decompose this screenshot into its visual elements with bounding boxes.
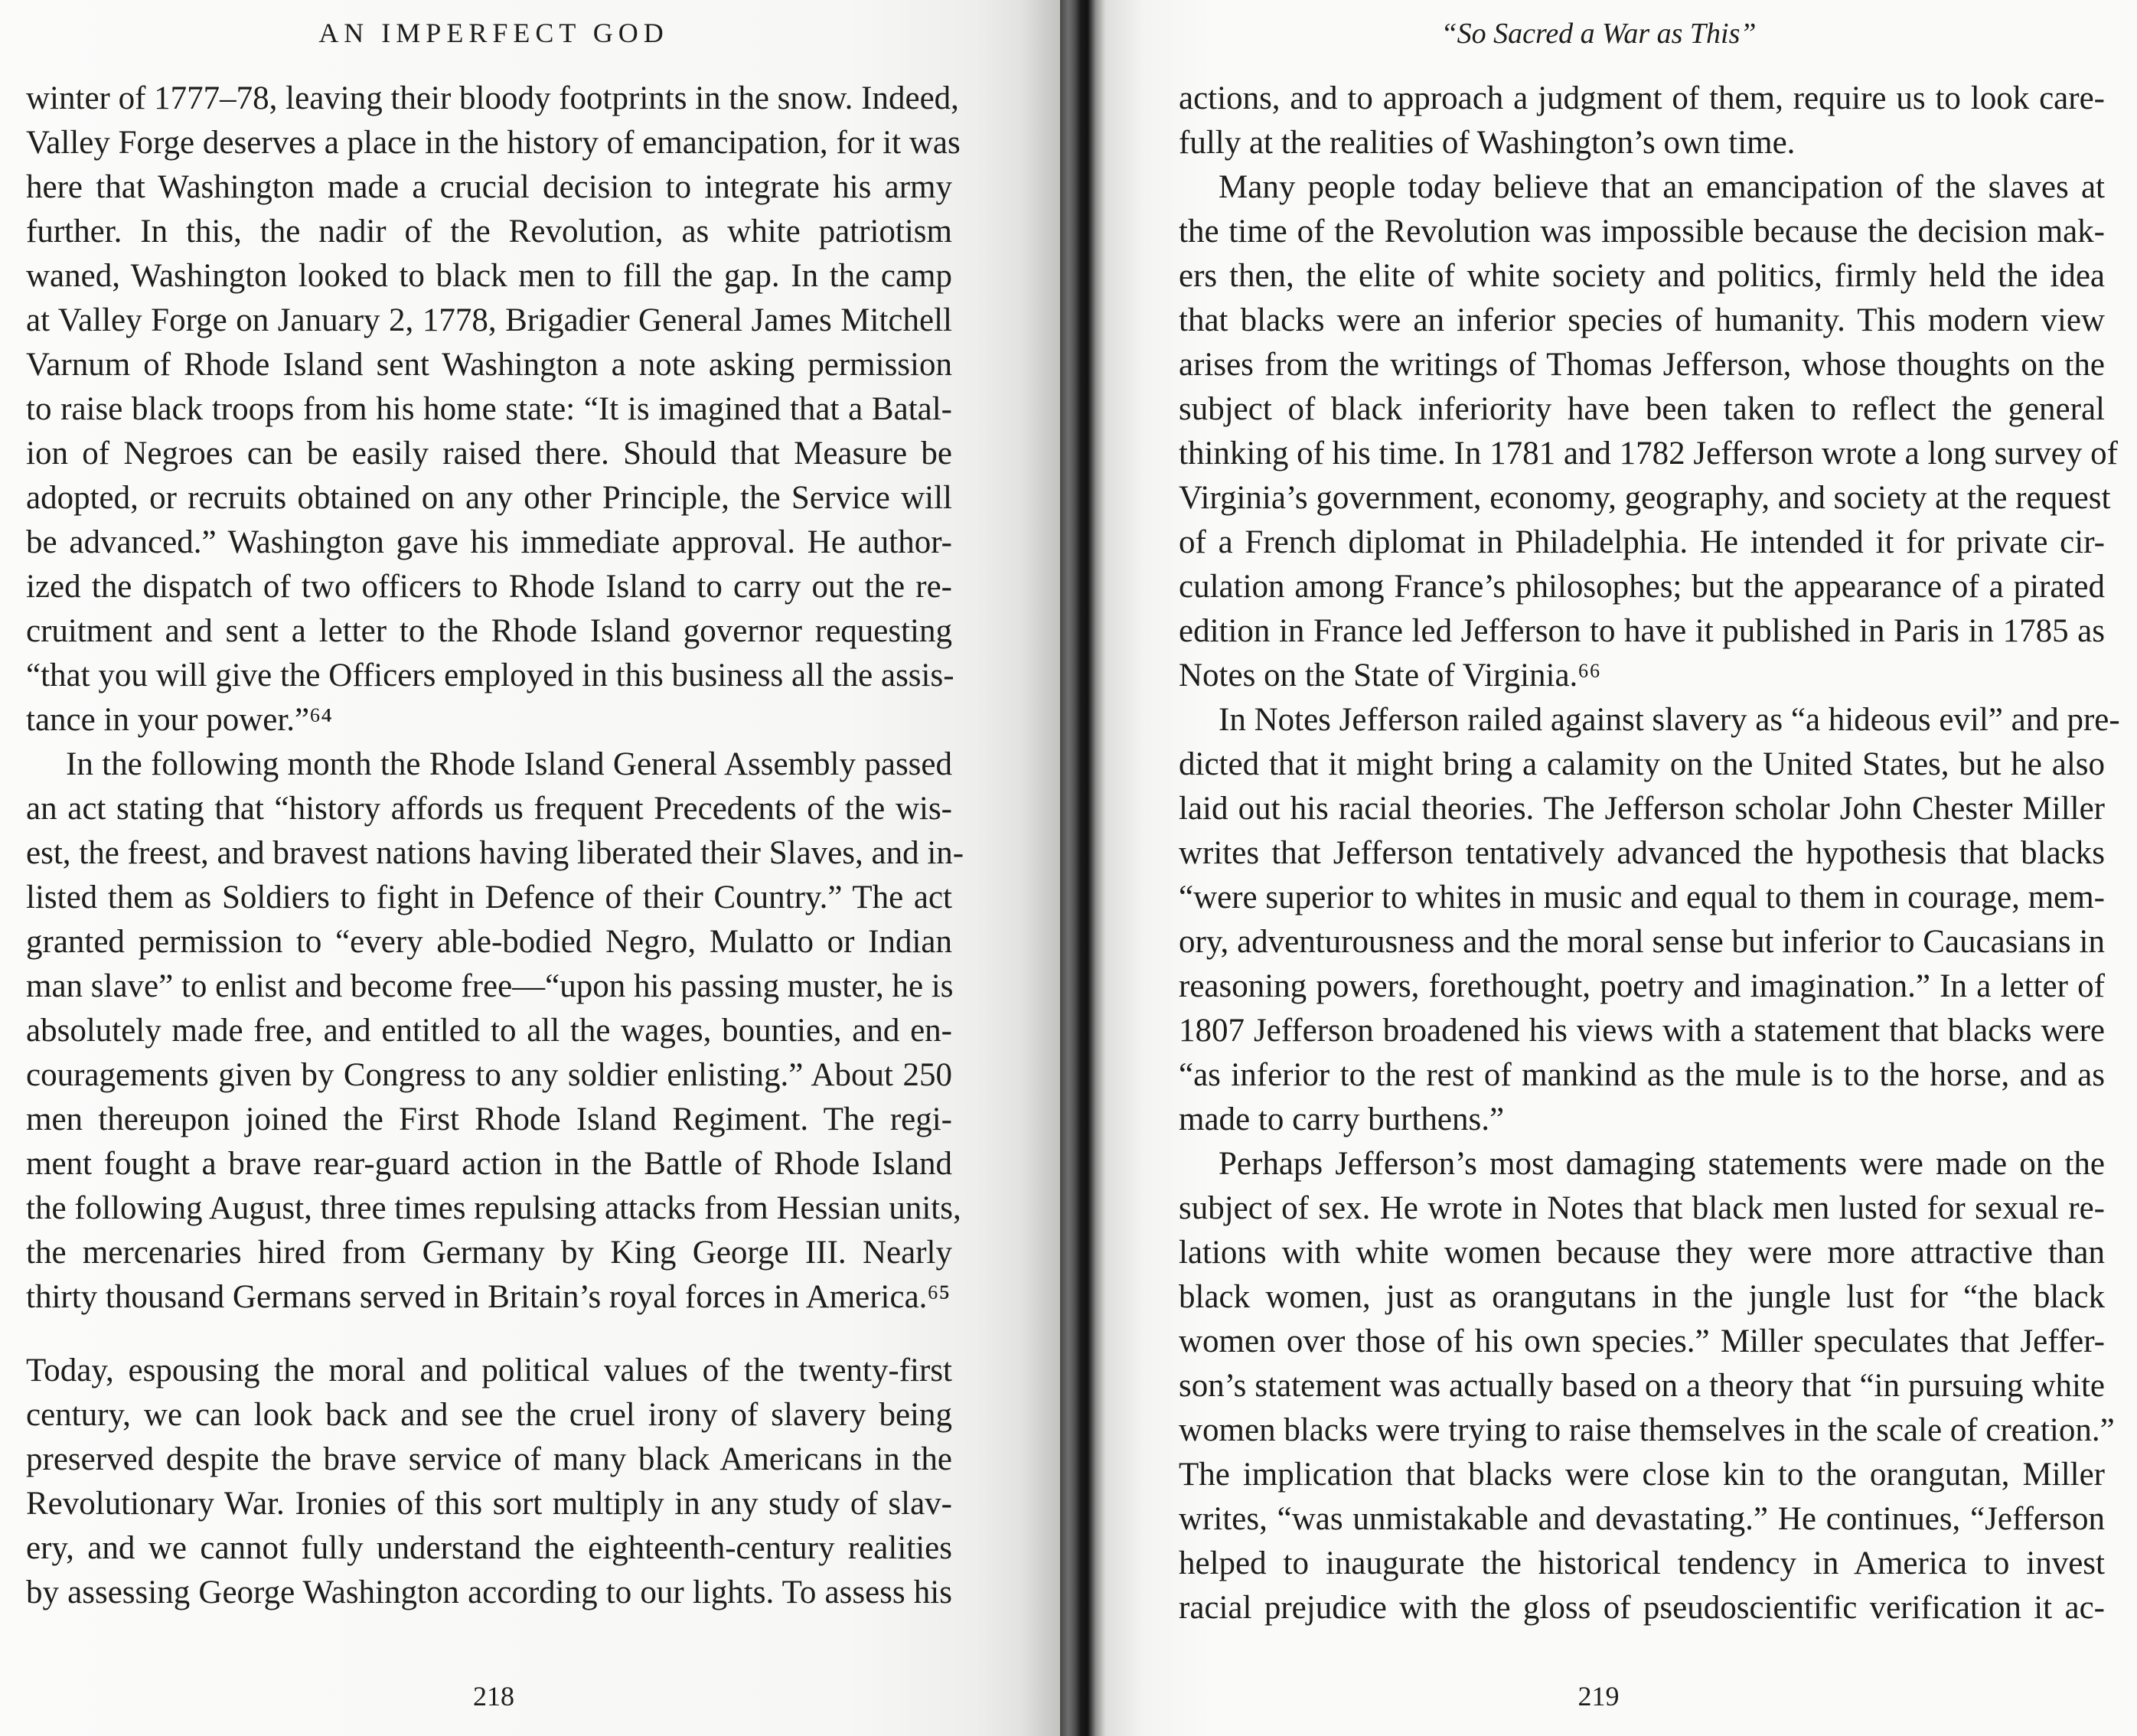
text-line: tance in your power.”⁶⁴ [26, 702, 333, 738]
text-line: the time of the Revolution was impossible because the decision mak- [1179, 214, 2105, 250]
text-line: ion of Negroes can be easily raised there. Should that Measure be [26, 436, 952, 472]
text-line: ery, and we cannot fully understand the eighteenth-century realities [26, 1530, 952, 1566]
left-page [0, 0, 1060, 1736]
text-line: be advanced.” Washington gave his immediate approval. He author- [26, 524, 952, 560]
page-number-left: 218 [473, 1681, 514, 1712]
section-break [26, 1320, 952, 1349]
text-line: cruitment and sent a letter to the Rhode Island governor requesting [26, 613, 952, 649]
text-line: men thereupon joined the First Rhode Island Regiment. The regi- [26, 1101, 952, 1137]
text-line: women over those of his own species.” Miller speculates that Jeffer- [1179, 1323, 2105, 1359]
text-line: winter of 1777–78, leaving their bloody footprints in the snow. Indeed, [26, 80, 959, 116]
text-line: couragements given by Congress to any soldier enlisting.” About 250 [26, 1057, 952, 1093]
book-gutter-shadow [1022, 0, 1106, 1736]
text-line: man slave” to enlist and become free—“upon his passing muster, he is [26, 968, 954, 1004]
text-line: culation among France’s philosophes; but the appearance of a pirated [1179, 569, 2105, 605]
text-line: Valley Forge deserves a place in the history of emancipation, for it was [26, 125, 961, 161]
text-line: preserved despite the brave service of many black Americans in the [26, 1441, 952, 1477]
text-line: the following August, three times repulsing attacks from Hessian units, [26, 1190, 961, 1226]
text-line: lations with white women because they were more attractive than [1179, 1235, 2105, 1271]
left-paragraphs-after-break [26, 1349, 952, 1615]
text-line: the mercenaries hired from Germany by King George III. Nearly [26, 1235, 952, 1271]
text-line: made to carry burthens.” [1179, 1101, 1505, 1137]
text-line: listed them as Soldiers to fight in Defence of their Country.” The act [26, 879, 952, 915]
text-line: reasoning powers, forethought, poetry and imagination.” In a letter of [1179, 968, 2105, 1004]
text-line: “that you will give the Officers employed in this business all the assis- [26, 658, 954, 693]
text-line: Revolutionary War. Ironies of this sort multiply in any study of slav- [26, 1486, 952, 1522]
text-line: here that Washington made a crucial decision to integrate his army [26, 169, 952, 205]
text-line: subject of black inferiority have been taken to reflect the general [1179, 391, 2105, 427]
text-line: granted permission to “every able-bodied Negro, Mulatto or Indian [26, 924, 952, 960]
text-line: writes, “was unmistakable and devastating.” He continues, “Jefferson [1179, 1501, 2105, 1537]
text-line: fully at the realities of Washington’s own time. [1179, 125, 1796, 161]
text-line: laid out his racial theories. The Jefferson scholar John Chester Miller [1179, 791, 2105, 827]
text-line: writes that Jefferson tentatively advanced the hypothesis that blacks [1179, 835, 2105, 871]
text-line: adopted, or recruits obtained on any other Principle, the Service will [26, 480, 952, 516]
running-head-left: AN IMPERFECT GOD [318, 18, 669, 48]
text-line: est, the freest, and bravest nations having liberated their Slaves, and in- [26, 835, 964, 871]
text-line: ized the dispatch of two officers to Rhode Island to carry out the re- [26, 569, 952, 605]
text-line: thirty thousand Germans served in Britain’s royal forces in America.⁶⁵ [26, 1279, 951, 1315]
text-line: racial prejudice with the gloss of pseudoscientific verification it ac- [1179, 1590, 2105, 1626]
text-line: by assessing George Washington according to our lights. To assess his [26, 1574, 952, 1610]
text-line: that blacks were an inferior species of humanity. This modern view [1179, 302, 2105, 338]
text-line: further. In this, the nadir of the Revolution, as white patriotism [26, 214, 952, 250]
text-line: helped to inaugurate the historical tendency in America to invest [1179, 1545, 2105, 1581]
text-line: Perhaps Jefferson’s most damaging statements were made on the [1219, 1146, 2105, 1182]
text-line: ory, adventurousness and the moral sense but inferior to Caucasians in [1179, 924, 2105, 960]
left-page-text [26, 77, 964, 1615]
text-line: In Notes Jefferson railed against slavery as “a hideous evil” and pre- [1219, 702, 2120, 738]
right-paragraphs [1179, 77, 2120, 1630]
running-head-right: “So Sacred a War as This” [1440, 18, 1757, 50]
text-line: Virginia’s government, economy, geography, and society at the request [1179, 480, 2111, 516]
text-line: at Valley Forge on January 2, 1778, Brigadier General James Mitchell [26, 302, 952, 338]
text-line: thinking of his time. In 1781 and 1782 Jefferson wrote a long survey of [1179, 436, 2118, 472]
text-line: an act stating that “history affords us frequent Precedents of the wis- [26, 791, 952, 827]
text-line: “were superior to whites in music and equal to them in courage, mem- [1179, 879, 2105, 915]
text-line: subject of sex. He wrote in Notes that black men lusted for sexual re- [1179, 1190, 2105, 1226]
text-line: black women, just as orangutans in the jungle lust for “the black [1179, 1279, 2105, 1315]
text-line: absolutely made free, and entitled to all the wages, bounties, and en- [26, 1013, 952, 1049]
text-line: Many people today believe that an emancipation of the slaves at [1219, 169, 2105, 205]
text-line: The implication that blacks were close kin to the orangutan, Miller [1179, 1457, 2105, 1493]
text-line: Notes on the State of Virginia.⁶⁶ [1179, 658, 1601, 693]
text-line: women blacks were trying to raise themselves in the scale of creation.” [1179, 1412, 2115, 1448]
right-page [1060, 0, 2137, 1736]
text-line: son’s statement was actually based on a theory that “in pursuing white [1179, 1368, 2105, 1404]
text-line: 1807 Jefferson broadened his views with a statement that blacks were [1179, 1013, 2105, 1049]
text-line: actions, and to approach a judgment of them, require us to look care- [1179, 80, 2105, 116]
text-line: of a French diplomat in Philadelphia. He intended it for private cir- [1179, 524, 2105, 560]
page-number-right: 219 [1577, 1681, 1620, 1712]
left-paragraphs [26, 77, 964, 1320]
text-line: edition in France led Jefferson to have it published in Paris in 1785 as [1179, 613, 2105, 649]
text-line: waned, Washington looked to black men to fill the gap. In the camp [26, 258, 952, 294]
text-line: Varnum of Rhode Island sent Washington a note asking permission [26, 347, 952, 383]
text-line: to raise black troops from his home state: “It is imagined that a Batal- [26, 391, 952, 427]
text-line: “as inferior to the rest of mankind as the mule is to the horse, and as [1179, 1057, 2105, 1093]
text-line: ment fought a brave rear-guard action in the Battle of Rhode Island [26, 1146, 952, 1182]
right-page-text [1179, 77, 2120, 1630]
text-line: dicted that it might bring a calamity on the United States, but he also [1179, 746, 2105, 782]
text-line: arises from the writings of Thomas Jefferson, whose thoughts on the [1179, 347, 2105, 383]
text-line: ers then, the elite of white society and politics, firmly held the idea [1179, 258, 2105, 294]
text-line: Today, espousing the moral and political values of the twenty-first [26, 1353, 952, 1388]
text-line: In the following month the Rhode Island General Assembly passed [66, 746, 952, 782]
text-line: century, we can look back and see the cruel irony of slavery being [26, 1397, 952, 1433]
